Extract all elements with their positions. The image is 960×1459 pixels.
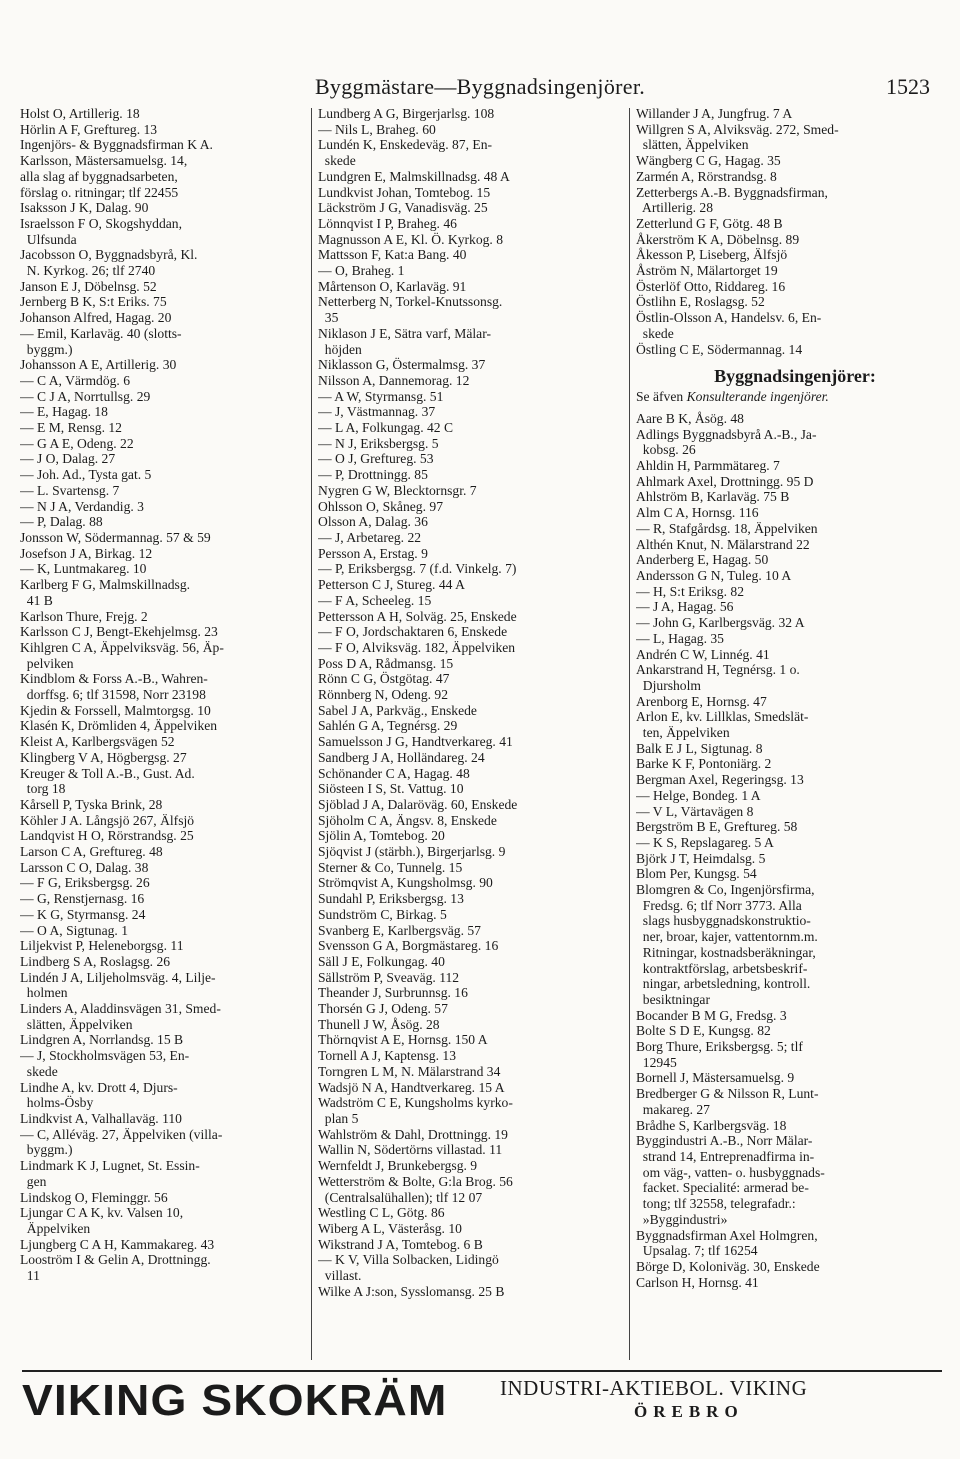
directory-entry: Ingenjörs- & Byggnadsfirman K A. <box>20 137 213 153</box>
directory-entry: Läckström J G, Vanadisväg. 25 <box>318 200 488 216</box>
directory-entry: Aare B K, Åsög. 48 <box>636 410 744 426</box>
directory-entry: Strömqvist A, Kungsholmsg. 90 <box>318 875 493 891</box>
directory-entry: Torngren L M, N. Mälarstrand 34 <box>318 1063 501 1079</box>
directory-entry: Willgren S A, Alviksväg. 272, Smed- <box>636 121 839 137</box>
directory-entry: om väg-, vatten- o. husbyggnads- <box>636 1164 825 1180</box>
directory-entry: höjden <box>318 341 362 357</box>
directory-entry: Lindén J A, Liljeholmsväg. 4, Lilje- <box>20 969 216 985</box>
directory-entry: gen <box>20 1173 47 1189</box>
directory-entry: Wernfeldt J, Brunkebergsg. 9 <box>318 1158 478 1174</box>
directory-entry: — John G, Karlbergsväg. 32 A <box>636 615 805 631</box>
directory-entry: Andersson G N, Tuleg. 10 A <box>636 567 792 583</box>
directory-entry: Willander J A, Jungfrug. 7 A <box>636 106 793 121</box>
directory-entry: Artillerig. 28 <box>636 200 714 216</box>
directory-entry: Lindmark K J, Lugnet, St. Essin- <box>20 1158 200 1174</box>
directory-entry: Schönander C A, Hagag. 48 <box>318 765 470 781</box>
directory-entry: Svensson G A, Borgmästareg. 16 <box>318 938 499 954</box>
directory-entry: Sjöblad J A, Dalaröväg. 60, Enskede <box>318 796 518 812</box>
directory-entry: Bornell J, Mästersamuelsg. 9 <box>636 1070 795 1086</box>
directory-entry: — C A, Värmdög. 6 <box>20 372 131 388</box>
directory-entry: skede <box>20 1063 58 1079</box>
directory-entry: makareg. 27 <box>636 1101 710 1117</box>
column-3 <box>636 106 954 1290</box>
directory-entry: — V L, Värtavägen 8 <box>636 803 754 819</box>
directory-entry: plan 5 <box>318 1111 359 1126</box>
directory-entry: Magnusson A E, Kl. Ö. Kyrkog. 8 <box>318 231 504 247</box>
directory-entry: Östling C E, Södermannag. 14 <box>636 341 803 357</box>
directory-entry: facket. Specialité: armerad be- <box>636 1180 809 1196</box>
directory-entry: Persson A, Erstag. 9 <box>318 545 428 561</box>
directory-entry: Börge D, Koloniväg. 30, Enskede <box>636 1258 820 1274</box>
directory-entry: N. Kyrkog. 26; tlf 2740 <box>20 263 156 279</box>
directory-entry: Josefson J A, Birkag. 12 <box>20 545 153 561</box>
directory-entry: Sundahl P, Eriksbergsg. 13 <box>318 891 464 907</box>
directory-entry: slätten, Äppelviken <box>20 1016 133 1032</box>
directory-entry: Djursholm <box>636 677 701 693</box>
directory-entry: pelviken <box>20 655 74 671</box>
directory-entry: Lindgren A, Norrlandsg. 15 B <box>20 1032 184 1048</box>
directory-entry: Johanson Alfred, Hagag. 20 <box>20 310 172 326</box>
directory-entry: byggm.) <box>20 1142 73 1158</box>
column-divider <box>311 108 312 1360</box>
directory-entry: kontraktförslag, arbetsbeskrif- <box>636 960 808 976</box>
directory-entry: Åkesson P, Liseberg, Älfsjö <box>636 247 788 263</box>
directory-entry: Anderberg E, Hagag. 50 <box>636 552 769 568</box>
directory-entry: Isaksson J K, Dalag. 90 <box>20 200 149 216</box>
directory-entry: Johansson A E, Artillerig. 30 <box>20 357 177 373</box>
directory-entry: — K, Luntmakareg. 10 <box>20 561 147 577</box>
ad-company: INDUSTRI-AKTIEBOL. VIKING <box>500 1376 808 1400</box>
directory-entry: Sundström C, Birkag. 5 <box>318 906 447 922</box>
directory-entry: Arenborg E, Hornsg. 47 <box>636 693 767 709</box>
directory-entry: alla slag af byggnadsarbeten, <box>20 168 178 184</box>
directory-entry: Poss D A, Rådmansg. 15 <box>318 655 454 671</box>
directory-entry: Linders A, Aladdinsvägen 31, Smed- <box>20 1001 221 1017</box>
directory-entry: Östlihn E, Roslagsg. 52 <box>636 294 765 310</box>
page-title: Byggmästare—Byggnadsingenjörer. <box>314 74 646 99</box>
directory-entry: Sahlén G A, Tegnérsg. 29 <box>318 718 458 734</box>
section-note-ref: Konsulterande ingenjörer. <box>686 389 829 405</box>
directory-entry: — G, Renstjernasg. 16 <box>20 891 145 907</box>
directory-entry: — Joh. Ad., Tysta gat. 5 <box>20 467 152 483</box>
column-1 <box>20 106 310 1284</box>
ad-city: ÖREBRO <box>634 1402 744 1421</box>
directory-entry: — J, Västmannag. 37 <box>318 404 436 420</box>
directory-entry: Sjöqvist J (stärbh.), Birgerjarlsg. 9 <box>318 844 506 860</box>
directory-entry: — O, Braheg. 1 <box>318 263 405 279</box>
directory-entry: Thunell J W, Åsög. 28 <box>318 1016 440 1032</box>
directory-entry: — L A, Folkungag. 42 C <box>318 420 454 436</box>
directory-entry: Liljekvist P, Heleneborgsg. 11 <box>20 938 184 954</box>
directory-entry: Wetterström & Bolte, G:la Brog. 56 <box>318 1173 513 1189</box>
directory-entry: ningar, arbetsledning, kontroll. <box>636 976 811 992</box>
directory-entry: — Helge, Bondeg. 1 A <box>636 787 761 803</box>
directory-entry: — Nils L, Braheg. 60 <box>318 121 436 137</box>
directory-entry: Bocander B M G, Fredsg. 3 <box>636 1007 787 1023</box>
directory-entry: Bergman Axel, Regeringsg. 13 <box>636 772 804 788</box>
directory-entry: Lindkvist A, Valhallaväg. 110 <box>20 1111 182 1126</box>
directory-entry: — G A E, Odeng. 22 <box>20 435 134 451</box>
ad-brand: VIKING SKOKRÄM <box>22 1376 448 1425</box>
page-header <box>0 74 960 102</box>
directory-entry: Äppelviken <box>20 1220 91 1236</box>
directory-entry: — F G, Eriksbergsg. 26 <box>20 875 150 891</box>
directory-entry: Lundén K, Enskedeväg. 87, En- <box>318 137 493 153</box>
directory-entry: strand 14, Entreprenadfirma in- <box>636 1149 815 1164</box>
directory-entry: — K V, Villa Solbacken, Lidingö <box>318 1252 499 1268</box>
directory-entry: Wadsjö N A, Handtverkareg. 15 A <box>318 1079 505 1095</box>
directory-entry: Barke K F, Pontoniärg. 2 <box>636 756 772 772</box>
directory-entry: Alm C A, Hornsg. 116 <box>636 505 759 521</box>
directory-entry: Arlon E, kv. Lillklas, Smedslät- <box>636 709 809 725</box>
directory-entry: Lundberg A G, Birgerjarlsg. 108 <box>318 106 495 121</box>
directory-entry: Holst O, Artillerig. 18 <box>20 106 140 121</box>
directory-entry: »Byggindustri» <box>636 1211 728 1227</box>
directory-entry: Kjedin & Forssell, Malmtorgsg. 10 <box>20 702 211 718</box>
directory-entry: — R, Stafgårdsg. 18, Äppelviken <box>636 520 818 536</box>
directory-entry: villast. <box>318 1268 362 1284</box>
directory-entry: Olsson A, Dalag. 36 <box>318 514 428 530</box>
directory-entry: Jacobsson O, Byggnadsbyrå, Kl. <box>20 247 198 263</box>
directory-entry: — J, Stockholmsvägen 53, En- <box>20 1048 190 1064</box>
directory-entry: slätten, Äppelviken <box>636 137 749 153</box>
directory-entry: Petterson C J, Stureg. 44 A <box>318 577 465 593</box>
directory-entry: Österlöf Otto, Riddareg. 16 <box>636 278 786 294</box>
directory-entry: Kleist A, Karlbergsvägen 52 <box>20 734 175 750</box>
column-divider <box>629 108 630 1360</box>
directory-entry: 41 B <box>20 592 53 608</box>
directory-entry: — J O, Dalag. 27 <box>20 451 116 467</box>
directory-entry: Niklason J E, Sätra varf, Mälar- <box>318 325 491 341</box>
directory-entry: — K G, Styrmansg. 24 <box>20 906 146 922</box>
directory-entry: Wikstrand J A, Tomtebog. 6 B <box>318 1236 483 1252</box>
directory-entry: Kindblom & Forss A.-B., Wahren- <box>20 671 208 687</box>
directory-entry: Mårtenson O, Karlaväg. 91 <box>318 278 467 294</box>
directory-entry: Theander J, Surbrunnsg. 16 <box>318 985 468 1001</box>
directory-entry: Kihlgren C A, Äppelviksväg. 56, Äp- <box>20 639 224 655</box>
directory-entry: Fredsg. 6; tlf Norr 3773. Alla <box>636 897 802 913</box>
advertisement <box>22 1370 942 1430</box>
directory-entry: skede <box>318 153 356 169</box>
directory-entry: Ahldin H, Parmmätareg. 7 <box>636 458 780 474</box>
directory-entry: Thörnqvist A E, Hornsg. 150 A <box>318 1032 488 1048</box>
directory-entry: Bolte S D E, Kungsg. 82 <box>636 1023 771 1039</box>
directory-entry: — P, Eriksbergsg. 7 (f.d. Vinkelg. 7) <box>318 561 517 577</box>
directory-entry: Andrén C W, Linnég. 41 <box>636 646 770 662</box>
directory-entry: kobsg. 26 <box>636 442 696 458</box>
directory-entry: — O A, Sigtunag. 1 <box>20 922 128 938</box>
directory-entry: Ritningar, kostnadsberäkningar, <box>636 944 816 960</box>
directory-entry: Wallin N, Södertörns villastad. 11 <box>318 1142 503 1158</box>
directory-entry: Bredberger G & Nilsson R, Lunt- <box>636 1086 819 1102</box>
directory-entry: Wilke A J:son, Sysslomansg. 25 B <box>318 1283 505 1299</box>
directory-entry: — P, Drottningg. 85 <box>318 467 428 483</box>
directory-entry: Nilsson A, Dannemorag. 12 <box>318 372 470 388</box>
directory-entry: Borg Thure, Eriksbergsg. 5; tlf <box>636 1039 803 1055</box>
directory-entry: — L. Svartensg. 7 <box>20 482 120 498</box>
directory-entry: Sabel J A, Parkväg., Enskede <box>318 702 477 718</box>
directory-entry: tong; tlf 32558, telegrafadr.: <box>636 1196 796 1212</box>
column-3-entries-a <box>636 106 954 357</box>
directory-entry: ner, broar, kajer, vattentornm.m. <box>636 929 818 945</box>
directory-entry: Svanberg E, Karlbergsväg. 57 <box>318 922 481 938</box>
directory-entry: Sterner & Co, Tunnelg. 15 <box>318 859 463 875</box>
directory-entry: Lundgren E, Malmskillnadsg. 48 A <box>318 168 510 184</box>
directory-entry: — F O, Alviksväg. 182, Äppelviken <box>318 639 516 655</box>
directory-entry: — E M, Rensg. 12 <box>20 420 122 436</box>
section-heading: Byggnadsingenjörer: <box>714 366 876 387</box>
directory-entry: Sällström P, Sveaväg. 112 <box>318 969 460 985</box>
directory-entry: dorffsg. 6; tlf 31598, Norr 23198 <box>20 687 206 703</box>
directory-entry: Althén Knut, N. Mälarstrand 22 <box>636 536 810 552</box>
directory-entry: Klasén K, Drömliden 4, Äppelviken <box>20 718 218 734</box>
directory-entry: — K S, Repslagareg. 5 A <box>636 834 774 850</box>
directory-entry: — O J, Grefturеg. 53 <box>318 451 434 467</box>
column-3-entries-b <box>636 411 954 1290</box>
directory-entry: — N J A, Verdandig. 3 <box>20 498 144 514</box>
directory-entry: ten, Äppelviken <box>636 725 730 741</box>
directory-entry: Lindhe A, kv. Drott 4, Djurs- <box>20 1079 178 1095</box>
directory-entry: 35 <box>318 310 339 326</box>
directory-entry: Karlberg F G, Malmskillnadsg. <box>20 577 191 593</box>
directory-entry: besiktningar <box>636 991 710 1007</box>
directory-entry: Ljungar C A K, kv. Valsen 10, <box>20 1205 184 1221</box>
directory-entry: Kårsell P, Tyska Brink, 28 <box>20 796 163 812</box>
directory-entry: byggm.) <box>20 341 73 357</box>
directory-entry: Rönn C G, Östgötag. 47 <box>318 671 450 687</box>
directory-entry: Zarmén A, Rörstrandsg. 8 <box>636 168 777 184</box>
directory-entry: Karlsson, Mästersamuelsg. 14, <box>20 153 188 169</box>
directory-entry: Wahlström & Dahl, Drottningg. 19 <box>318 1126 508 1142</box>
directory-entry: Larson C A, Grefturеg. 48 <box>20 844 163 860</box>
directory-entry: — F A, Scheeleg. 15 <box>318 592 432 608</box>
directory-entry: Lönnqvist I P, Braheg. 46 <box>318 215 457 231</box>
directory-entry: Lindberg S A, Roslagsg. 26 <box>20 953 171 969</box>
directory-entry: Jonsson W, Södermannag. 57 & 59 <box>20 529 211 545</box>
directory-entry: Landqvist H O, Rörstrandsg. 25 <box>20 828 194 844</box>
directory-entry: Lindskog O, Fleminggr. 56 <box>20 1189 168 1205</box>
directory-entry: Wängberg C G, Hagag. 35 <box>636 153 781 169</box>
directory-entry: Siösteen I S, St. Vattug. 10 <box>318 781 464 797</box>
directory-entry: Byggnadsfirman Axel Holmgren, <box>636 1227 818 1243</box>
directory-entry: holmen <box>20 985 68 1001</box>
directory-entry: Karlsson C J, Bengt-Ekehjelmsg. 23 <box>20 624 218 640</box>
directory-entry: Thorsén G J, Odeng. 57 <box>318 1001 448 1017</box>
directory-entry: — H, S:t Eriksg. 82 <box>636 583 744 599</box>
directory-entry: torg 18 <box>20 781 66 797</box>
directory-entry: Ahlmark Axel, Drottningg. 95 D <box>636 473 814 489</box>
directory-entry: (Centralsalühallen); tlf 12 07 <box>318 1189 483 1205</box>
directory-entry: Adlings Byggnadsbyrå A.-B., Ja- <box>636 426 817 442</box>
directory-entry: Säll J E, Folkungag. 40 <box>318 953 445 969</box>
directory-entry: Åström N, Mälartorget 19 <box>636 263 778 279</box>
directory-entry: — F O, Jordschaktaren 6, Enskede <box>318 624 508 640</box>
directory-entry: — P, Dalag. 88 <box>20 514 103 530</box>
directory-entry: Lundkvist Johan, Tomtebog. 15 <box>318 184 491 200</box>
directory-entry: Rönnberg N, Odeng. 92 <box>318 687 449 703</box>
directory-entry: Zetterlund G F, Götg. 48 B <box>636 215 783 231</box>
directory-entry: Niklasson G, Östermalmsg. 37 <box>318 357 486 373</box>
directory-entry: Ljungberg C A H, Kammakareg. 43 <box>20 1236 215 1252</box>
directory-entry: 11 <box>20 1268 40 1284</box>
directory-entry: — L, Hagag. 35 <box>636 630 724 646</box>
directory-entry: Östlin-Olsson A, Handelsv. 6, En- <box>636 310 822 326</box>
directory-entry: — E, Hagag. 18 <box>20 404 108 420</box>
directory-entry: Westling C L, Götg. 86 <box>318 1205 445 1221</box>
directory-entry: Karlson Thure, Frejg. 2 <box>20 608 148 624</box>
directory-entry: — C, Alléväg. 27, Äppelviken (villa- <box>20 1126 223 1142</box>
directory-entry: Ahlström B, Karlaväg. 75 B <box>636 489 790 505</box>
directory-entry: Klingberg V A, Högbergsg. 27 <box>20 749 187 765</box>
directory-entry: — C J A, Norrtullsg. 29 <box>20 388 151 404</box>
directory-entry: Larsson C O, Dalag. 38 <box>20 859 149 875</box>
section-note <box>636 389 954 405</box>
directory-entry: Wiberg A L, Västeråsg. 10 <box>318 1220 462 1236</box>
directory-entry: Blom Per, Kungsg. 54 <box>636 866 757 882</box>
directory-entry: Ankarstrand H, Tegnérsg. 1 o. <box>636 662 800 678</box>
directory-entry: skede <box>636 325 674 341</box>
directory-entry: — J, Arbetareg. 22 <box>318 529 422 545</box>
directory-entry: Blomgren & Co, Ingenjörsfirma, <box>636 882 815 898</box>
directory-entry: Bergström B E, Grefturеg. 58 <box>636 819 798 835</box>
directory-entry: Hörlin A F, Greftureg. 13 <box>20 121 158 137</box>
directory-entry: Brådhe S, Karlbergsväg. 18 <box>636 1117 787 1133</box>
directory-entry: — A W, Styrmansg. 51 <box>318 388 444 404</box>
directory-entry: — Emil, Karlaväg. 40 (slotts- <box>20 325 182 341</box>
directory-entry: Mattsson F, Kat:a Bang. 40 <box>318 247 467 263</box>
directory-entry: slags husbyggnadskonstruktio- <box>636 913 811 929</box>
directory-entry: Ohlsson O, Skåneg. 97 <box>318 498 443 514</box>
directory-entry: Netterberg N, Torkel-Knutssonsg. <box>318 294 503 310</box>
page-number: 1523 <box>886 74 930 99</box>
directory-entry: Nygren G W, Blecktornsgr. 7 <box>318 482 477 498</box>
directory-entry: Balk E J L, Sigtunag. 8 <box>636 740 763 756</box>
directory-entry: Tornell A J, Kaptensg. 13 <box>318 1048 456 1064</box>
directory-entry: 12945 <box>636 1054 677 1070</box>
directory-entry: Zetterbergs A.-B. Byggnadsfirman, <box>636 184 828 200</box>
directory-entry: Janson E J, Döbelnsg. 52 <box>20 278 157 294</box>
directory-entry: holms-Ösby <box>20 1095 94 1111</box>
directory-entry: Köhler J A. Långsjö 267, Älfsjö <box>20 812 195 828</box>
directory-entry: — J A, Hagag. 56 <box>636 599 734 615</box>
directory-entry: Jernberg B K, S:t Eriks. 75 <box>20 294 167 310</box>
directory-entry: Björk J T, Heimdalsg. 5 <box>636 850 766 866</box>
directory-entry: Sjölin A, Tomtebog. 20 <box>318 828 445 844</box>
directory-entry: Wadström C E, Kungsholms kyrko- <box>318 1095 513 1111</box>
directory-entry: Sandberg J A, Holländareg. 24 <box>318 749 485 765</box>
directory-entry: Åkerström K A, Döbelnsg. 89 <box>636 231 800 247</box>
directory-entry: Samuelsson J G, Handtverkareg. 41 <box>318 734 513 750</box>
section-note-prefix: Se äfven <box>636 389 687 405</box>
directory-entry: Looström I & Gelin A, Drottningg. <box>20 1252 211 1268</box>
directory-entry: Ulfsunda <box>20 231 77 247</box>
directory-entry: Pettersson A H, Solväg. 25, Enskede <box>318 608 517 624</box>
column-2 <box>318 106 628 1299</box>
directory-entry: förslag o. ritningar; tlf 22455 <box>20 184 179 200</box>
directory-entry: Sjöholm C A, Ängsv. 8, Enskede <box>318 812 497 828</box>
directory-entry: Upsalag. 7; tlf 16254 <box>636 1243 758 1259</box>
directory-entry: Israelsson F O, Skogshyddan, <box>20 215 182 231</box>
directory-entry: — N J, Eriksbergsg. 5 <box>318 435 439 451</box>
directory-entry: Bygginduѕtri A.-B., Norr Mälar- <box>636 1133 813 1149</box>
directory-entry: Carlson H, Hornsg. 41 <box>636 1274 759 1290</box>
directory-entry: Kreuger & Toll A.-B., Gust. Ad. <box>20 765 195 781</box>
